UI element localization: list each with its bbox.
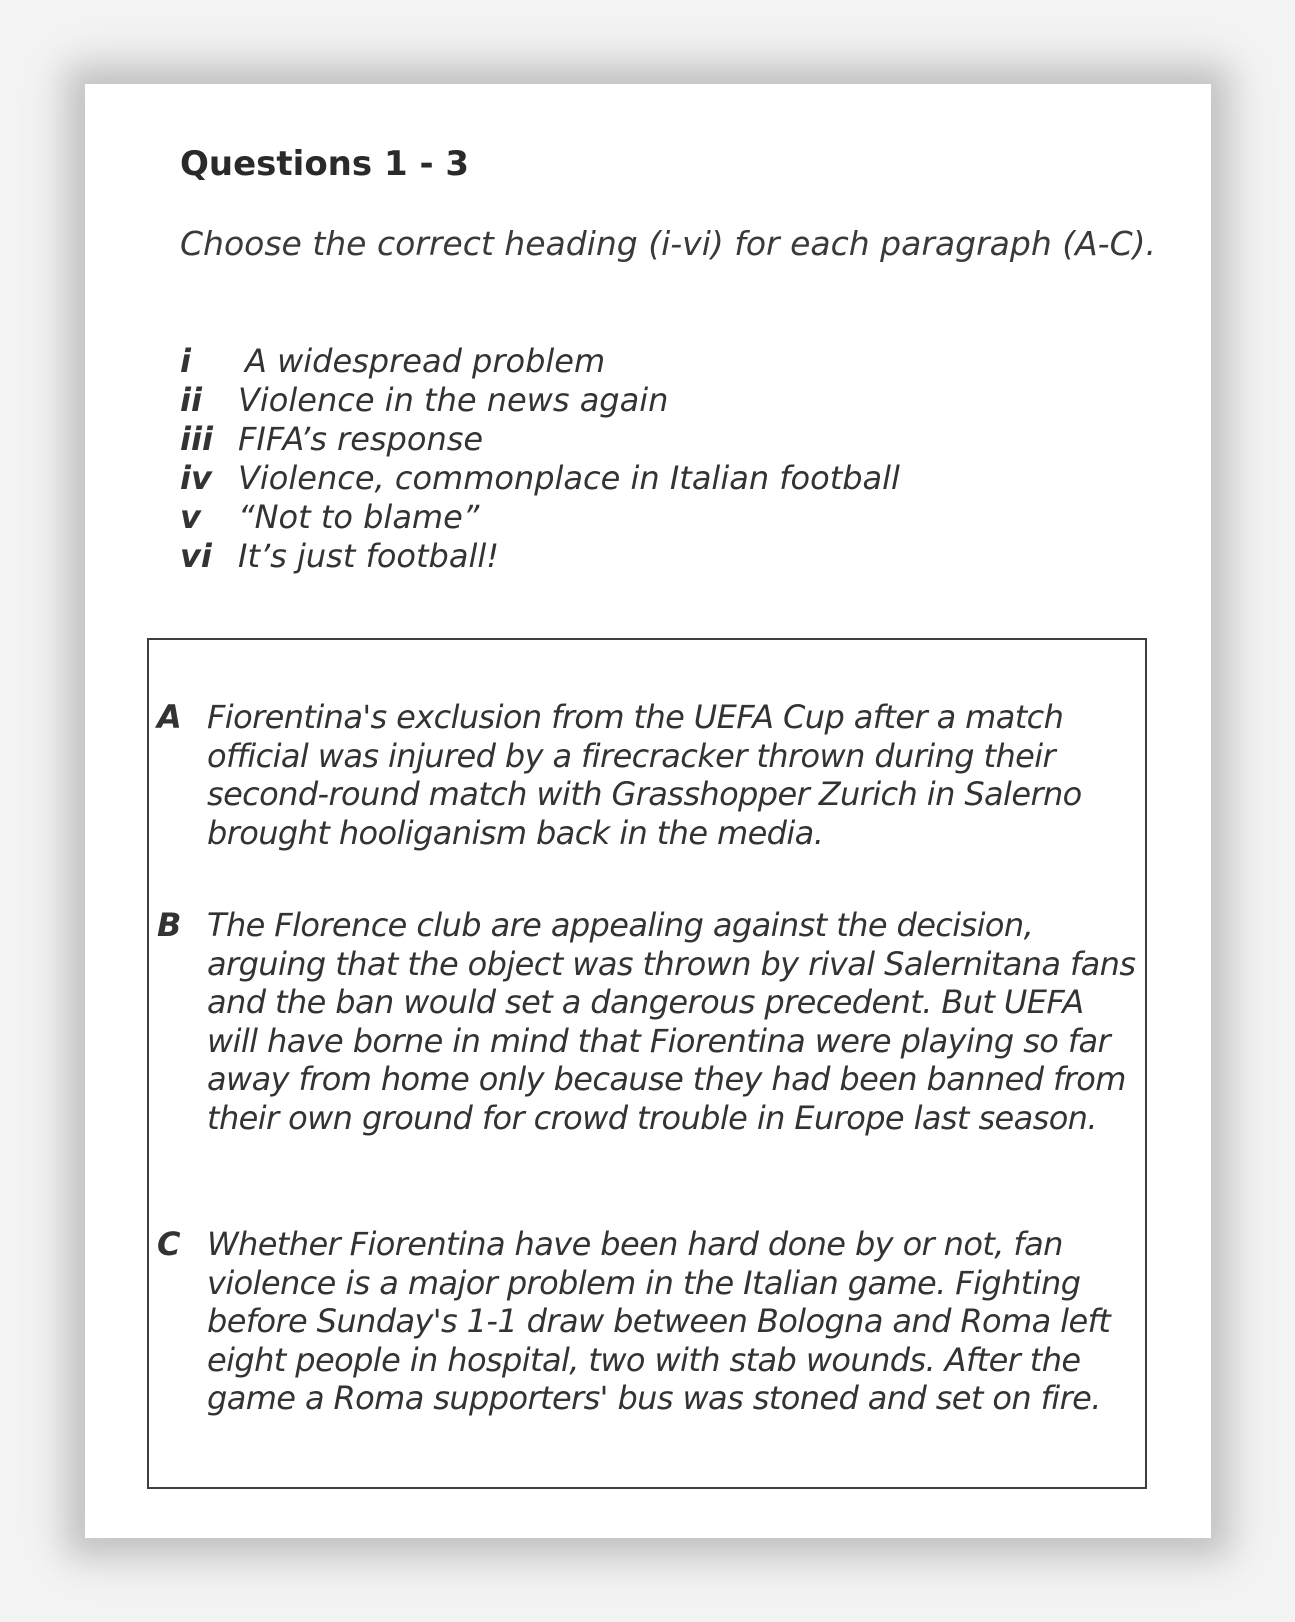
paragraph-a xyxy=(157,698,1137,852)
heading-text: FIFA’s response xyxy=(238,420,484,458)
paragraph-c xyxy=(157,1225,1137,1418)
instructions-text: Choose the correct heading (i-vi) for each paragraph (A-C). xyxy=(180,224,1156,263)
paragraph-text: Whether Fiorentina have been hard done by or not, fan violence is a major problem in the Italian game. Fighting before Sunday's 1-1 draw between Bologna and Roma left eight people in hospital, two with stab wounds. After the game a Roma supporters' bus was stoned and set on fire. xyxy=(207,1225,1111,1417)
heading-text: “Not to blame” xyxy=(238,498,480,536)
heading-number: iii xyxy=(180,420,213,458)
heading-item xyxy=(180,342,900,381)
heading-item xyxy=(180,381,900,420)
heading-number: iv xyxy=(180,459,212,497)
heading-number: v xyxy=(180,498,201,536)
headings-list xyxy=(180,342,900,576)
paragraph-text: The Florence club are appealing against the decision, arguing that the object was thrown by rival Salernitana fans and the ban would set a dangerous precedent. But UEFA will have borne in mind that Fiorentina were playing so far away from home only because they had been banned from their own ground for crowd trouble in Europe last season. xyxy=(207,906,1136,1137)
paragraph-letter: A xyxy=(157,698,182,736)
heading-item xyxy=(180,498,900,537)
heading-number: i xyxy=(180,342,191,380)
heading-number: ii xyxy=(180,381,202,419)
paragraph-letter: C xyxy=(157,1225,181,1263)
questions-title: Questions 1 - 3 xyxy=(180,144,470,184)
heading-item xyxy=(180,420,900,459)
heading-item xyxy=(180,459,900,498)
heading-text: A widespread problem xyxy=(245,342,606,380)
paragraph-b xyxy=(157,906,1137,1137)
heading-text: Violence in the news again xyxy=(238,381,669,419)
worksheet-page xyxy=(85,84,1211,1538)
heading-item xyxy=(180,537,900,576)
heading-text: Violence, commonplace in Italian football xyxy=(238,459,900,497)
heading-number: vi xyxy=(180,537,212,575)
heading-text: It’s just football! xyxy=(238,537,500,575)
paragraph-letter: B xyxy=(157,906,182,944)
paragraph-text: Fiorentina's exclusion from the UEFA Cup after a match official was injured by a firecracker thrown during their second-round match with Grasshopper Zurich in Salerno brought hooliganism back in the media. xyxy=(207,698,1082,852)
passage-box xyxy=(147,638,1147,1489)
